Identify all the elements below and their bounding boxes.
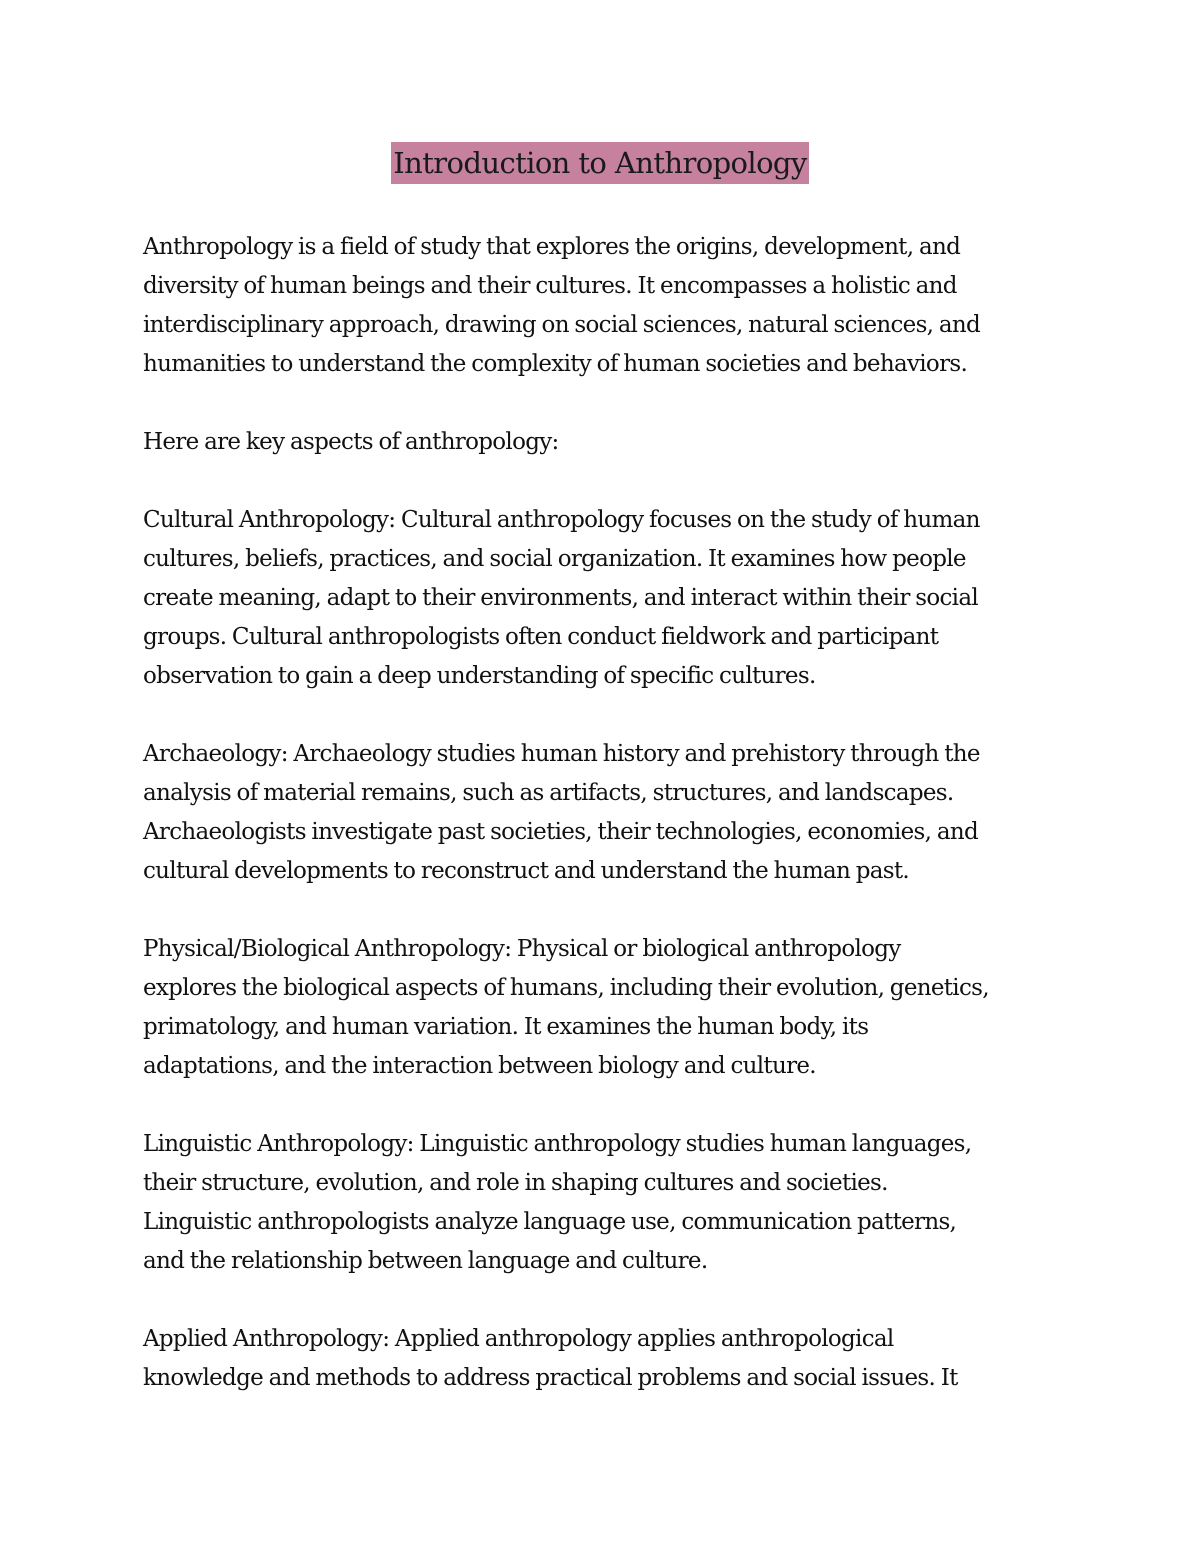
text-line: Linguistic Anthropology: Linguistic anthropology studies human languages, bbox=[143, 1131, 972, 1157]
text-line: Physical/Biological Anthropology: Physical or biological anthropology bbox=[143, 936, 901, 962]
text-line: Here are key aspects of anthropology: bbox=[143, 429, 559, 455]
text-line: interdisciplinary approach, drawing on social sciences, natural sciences, and bbox=[143, 312, 981, 338]
document-body bbox=[143, 228, 1063, 1437]
paragraph-key-aspects bbox=[143, 423, 1063, 462]
text-line: their structure, evolution, and role in shaping cultures and societies. bbox=[143, 1170, 888, 1196]
text-line: Linguistic anthropologists analyze language use, communication patterns, bbox=[143, 1209, 957, 1235]
paragraph-applied-anthropology bbox=[143, 1320, 1063, 1398]
text-line: groups. Cultural anthropologists often conduct fieldwork and participant bbox=[143, 624, 939, 650]
text-line: Applied Anthropology: Applied anthropology applies anthropological bbox=[143, 1326, 894, 1352]
text-line: diversity of human beings and their cultures. It encompasses a holistic and bbox=[143, 273, 957, 299]
text-line: cultural developments to reconstruct and understand the human past. bbox=[143, 858, 910, 884]
document-title: Introduction to Anthropology bbox=[391, 142, 808, 184]
text-line: explores the biological aspects of humans, including their evolution, genetics, bbox=[143, 975, 989, 1001]
text-line: humanities to understand the complexity of human societies and behaviors. bbox=[143, 351, 968, 377]
text-line: and the relationship between language and culture. bbox=[143, 1248, 708, 1274]
text-line: knowledge and methods to address practical problems and social issues. It bbox=[143, 1365, 958, 1391]
paragraph-cultural-anthropology bbox=[143, 501, 1063, 696]
text-line: primatology, and human variation. It examines the human body, its bbox=[143, 1014, 869, 1040]
text-line: Archaeology: Archaeology studies human history and prehistory through the bbox=[143, 741, 980, 767]
text-line: Anthropology is a field of study that explores the origins, development, and bbox=[143, 234, 961, 260]
text-line: cultures, beliefs, practices, and social organization. It examines how people bbox=[143, 546, 966, 572]
text-line: Cultural Anthropology: Cultural anthropology focuses on the study of human bbox=[143, 507, 980, 533]
text-line: adaptations, and the interaction between biology and culture. bbox=[143, 1053, 816, 1079]
text-line: Archaeologists investigate past societies, their technologies, economies, and bbox=[143, 819, 979, 845]
paragraph-linguistic-anthropology bbox=[143, 1125, 1063, 1281]
title-container bbox=[0, 142, 1200, 184]
text-line: analysis of material remains, such as artifacts, structures, and landscapes. bbox=[143, 780, 954, 806]
paragraph-intro bbox=[143, 228, 1063, 384]
paragraph-physical-anthropology bbox=[143, 930, 1063, 1086]
text-line: observation to gain a deep understanding of specific cultures. bbox=[143, 663, 816, 689]
paragraph-archaeology bbox=[143, 735, 1063, 891]
text-line: create meaning, adapt to their environments, and interact within their social bbox=[143, 585, 978, 611]
